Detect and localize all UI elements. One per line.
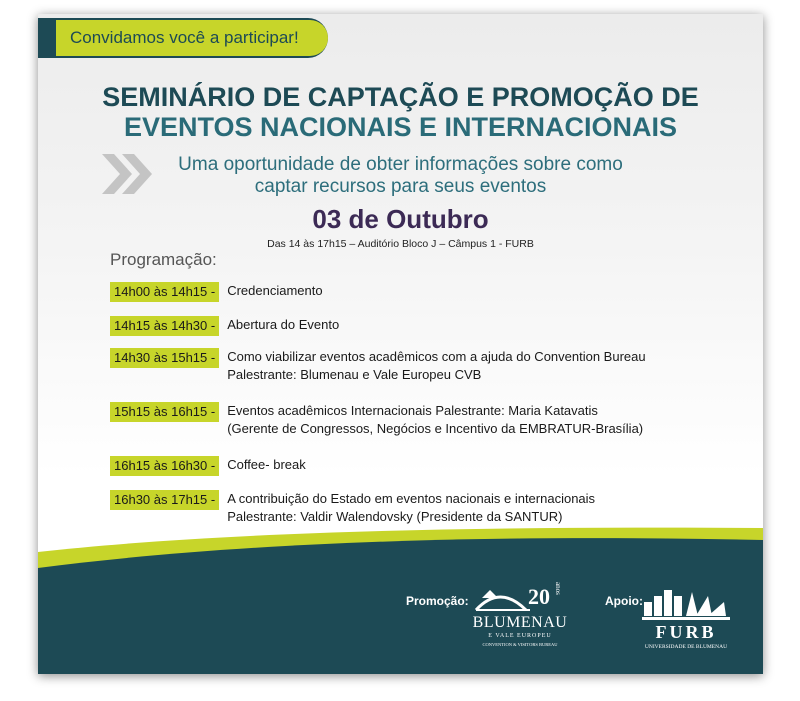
program-line-1: Abertura do Evento xyxy=(227,317,340,332)
logo-years: 20 xyxy=(528,584,550,609)
invitation-tag xyxy=(38,18,328,58)
program-description xyxy=(227,490,595,526)
program-time: 16h15 às 16h30 - xyxy=(110,456,219,476)
logo-cvb: CONVENTION & VISITORS BUREAU xyxy=(482,642,558,647)
program-description xyxy=(227,456,306,476)
blumenau-logo xyxy=(470,578,570,668)
logo-vale: E VALE EUROPEU xyxy=(488,633,552,639)
logo-universidade: UNIVERSIDADE DE BLUMENAU xyxy=(644,644,728,650)
furb-logo xyxy=(634,586,738,666)
program-line-2: Palestrante: Valdir Walendovsky (Presidente da SANTUR) xyxy=(227,509,563,524)
program-line-2: (Gerente de Congressos, Negócios e Incentivo da EMBRATUR-Brasília) xyxy=(227,421,644,436)
program-description xyxy=(227,316,339,336)
promocao-label: Promoção: xyxy=(406,594,469,608)
program-item xyxy=(110,282,323,302)
program-description xyxy=(227,402,643,438)
program-line-2: Palestrante: Blumenau e Vale Europeu CVB xyxy=(227,367,482,382)
event-date: 03 de Outubro xyxy=(312,204,489,234)
program-time: 15h15 às 16h15 - xyxy=(110,402,219,422)
invitation-card xyxy=(38,14,763,674)
program-time: 14h30 às 15h15 - xyxy=(110,348,219,368)
logo-furb: FURB xyxy=(655,622,717,642)
title-line-2: EVENTOS NACIONAIS E INTERNACIONAIS xyxy=(123,112,678,142)
program-line-1: A contribuição do Estado em eventos nacionais e internacionais xyxy=(227,491,596,506)
apoio-label: Apoio: xyxy=(605,594,643,608)
program-line-1: Eventos acadêmicos Internacionais Palestrante: Maria Katavatis xyxy=(227,403,598,418)
book-icon xyxy=(634,586,738,622)
program-description xyxy=(227,348,645,384)
invitation-tag-label: Convidamos você a participar! xyxy=(56,20,328,56)
event-details: Das 14 às 17h15 – Auditório Bloco J – Câmpus 1 - FURB xyxy=(267,238,534,250)
logo-blumenau: BLUMENAU xyxy=(472,614,568,631)
program-item xyxy=(110,490,595,526)
program-item xyxy=(110,316,339,336)
program-description xyxy=(227,282,322,302)
program-line-1: Como viabilizar eventos acadêmicos com a ajuda do Convention Bureau xyxy=(227,349,646,364)
double-chevron-icon xyxy=(100,148,158,200)
program-time: 14h15 às 14h30 - xyxy=(110,316,219,336)
seminar-title xyxy=(38,82,763,142)
footer xyxy=(38,524,763,674)
program-line-1: Credenciamento xyxy=(227,283,323,298)
subtitle xyxy=(158,154,643,198)
subtitle-line-1: Uma oportunidade de obter informações sobre como xyxy=(178,154,623,175)
program-time: 14h00 às 14h15 - xyxy=(110,282,219,302)
program-label: Programação: xyxy=(110,250,217,269)
program-line-1: Coffee- break xyxy=(227,457,306,472)
subtitle-line-2: captar recursos para seus eventos xyxy=(254,176,547,197)
program-item xyxy=(110,348,646,384)
logo-anos: anos xyxy=(554,582,562,595)
program-item xyxy=(110,456,306,476)
program-time: 16h30 às 17h15 - xyxy=(110,490,219,510)
title-line-1: SEMINÁRIO DE CAPTAÇÃO E PROMOÇÃO DE xyxy=(102,82,699,112)
program-item xyxy=(110,402,643,438)
